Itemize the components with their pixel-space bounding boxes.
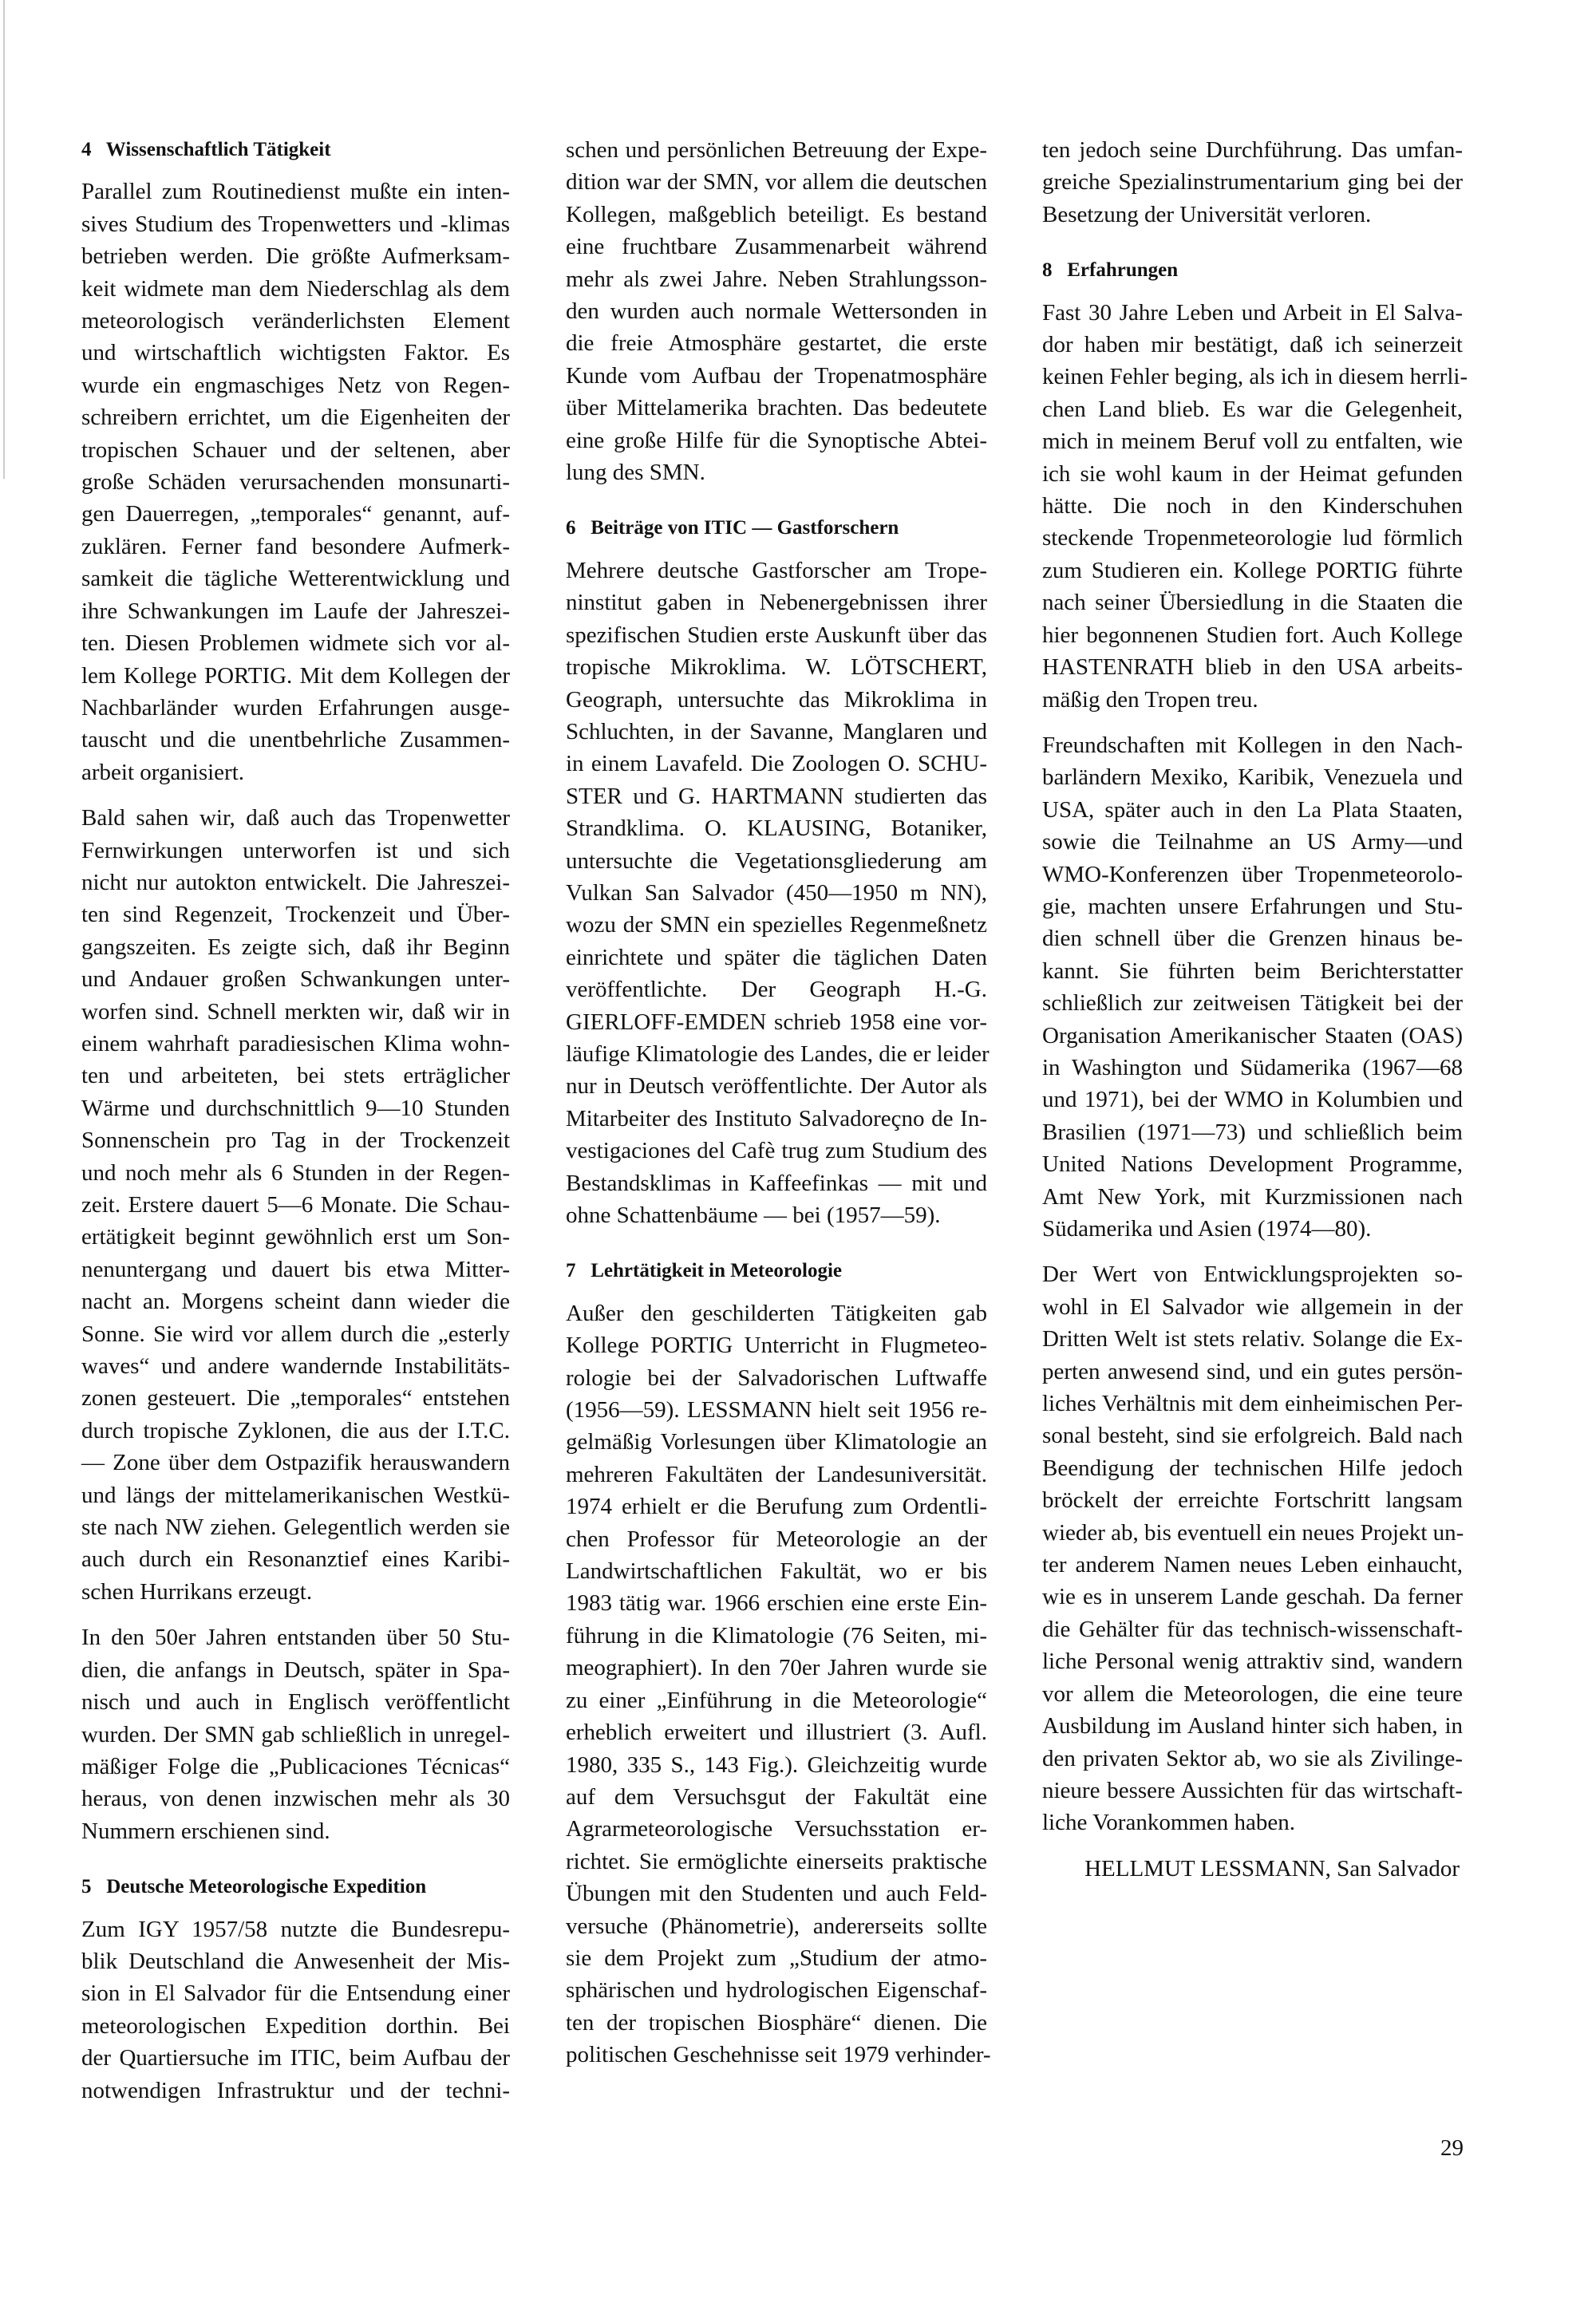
section-heading: 7 Lehrtätigkeit in Meteorologie <box>566 1260 842 1282</box>
text-line: liches Verhältnis mit dem einheimischen Per- <box>1042 1391 1463 1417</box>
text-line: gangszeiten. Es zeigte sich, daß ihr Beginn <box>81 934 510 960</box>
text-line: Agrarmeteorologische Versuchsstation er- <box>566 1816 987 1842</box>
text-line: Besetzung der Universität verloren. <box>1042 201 1372 227</box>
text-line: chen Land blieb. Es war die Gelegenheit, <box>1042 396 1463 422</box>
section-heading: 4 Wissenschaftlich Tätigkeit <box>81 139 331 160</box>
text-line: dor haben mir bestätigt, daß ich seinerzeit <box>1042 332 1463 358</box>
text-line: nacht an. Morgens scheint dann wieder die <box>81 1289 510 1315</box>
text-line: (1956—59). LESSMANN hielt seit 1956 re- <box>566 1397 987 1424</box>
text-line: nur in Deutsch veröffentlichte. Der Autor als <box>566 1073 987 1100</box>
text-line: führung in die Klimatologie (76 Seiten, mi- <box>566 1622 987 1649</box>
text-line: nisch und auch in Englisch veröffentlicht <box>81 1689 510 1716</box>
text-line: GIERLOFF-EMDEN schrieb 1958 eine vor- <box>566 1009 987 1035</box>
paragraph <box>81 176 510 788</box>
text-line: Vulkan San Salvador (450—1950 m NN), <box>566 879 987 906</box>
text-line: Der Wert von Entwicklungsprojekten so- <box>1042 1262 1463 1288</box>
text-line: arbeit organisiert. <box>81 759 245 785</box>
text-line: steckende Tropenmeteorologie lud förmlich <box>1042 525 1463 551</box>
text-line: barländern Mexiko, Karibik, Venezuela und <box>1042 764 1463 791</box>
column-middle <box>566 134 991 2085</box>
text-line: Schluchten, in der Savanne, Manglaren und <box>566 718 987 744</box>
paragraph <box>1042 1258 1463 1838</box>
text-line: — Zone über dem Ostpazifik herauswandern <box>81 1450 510 1476</box>
text-line: Südamerika und Asien (1974—80). <box>1042 1216 1372 1242</box>
paragraph <box>81 1621 510 1847</box>
text-line: zuklären. Ferner fand besondere Aufmerk- <box>81 533 510 559</box>
text-line: WMO-Konferenzen über Tropenmeteorolo- <box>1042 861 1463 887</box>
text-line: Sonnenschein pro Tag in der Trockenzeit <box>81 1127 510 1154</box>
text-line: einrichtete und später die täglichen Daten <box>566 944 987 970</box>
text-line: wohl in El Salvador wie allgemein in der <box>1042 1293 1463 1320</box>
text-line: erheblich erweitert und illustriert (3. Aufl. <box>566 1720 987 1746</box>
text-line: STER und G. HARTMANN studierten das <box>566 783 987 809</box>
text-line: Bestandsklimas in Kaffeefinkas — mit und <box>566 1170 987 1196</box>
text-line: Fernwirkungen unterworfen ist und sich <box>81 837 510 863</box>
text-line: nenuntergang und dauert bis etwa Mitter- <box>81 1256 510 1282</box>
text-line: sonal besteht, sind sie erfolgreich. Bald nach <box>1042 1423 1463 1449</box>
text-line: tropischen Schauer und der seltenen, aber <box>81 436 510 463</box>
text-line: auch durch ein Resonanztief eines Karibi- <box>81 1546 510 1573</box>
column-right <box>1042 134 1468 1885</box>
text-line: betrieben werden. Die größte Aufmerksam- <box>81 243 510 270</box>
text-line: veröffentlichte. Der Geograph H.-G. <box>566 977 987 1003</box>
text-line: in einem Lavafeld. Die Zoologen O. SCHU- <box>566 751 987 777</box>
text-line: und 1971), bei der WMO in Kolumbien und <box>1042 1087 1463 1113</box>
column-left <box>81 134 510 2120</box>
text-line: richtet. Sie ermöglichte einerseits praktische <box>566 1848 987 1874</box>
paragraph <box>566 555 990 1232</box>
text-line: kannt. Sie führten beim Berichterstatter <box>1042 958 1463 984</box>
scan-edge-line <box>3 0 5 479</box>
text-line: perten anwesend sind, und ein gutes persön- <box>1042 1358 1463 1384</box>
text-line: 1974 erhielt er die Berufung zum Ordentli- <box>566 1494 987 1520</box>
paragraph <box>1042 297 1468 716</box>
text-line: nach seiner Übersiedlung in die Staaten die <box>1042 590 1463 616</box>
text-line: dien schnell über die Grenzen hinaus be- <box>1042 926 1463 952</box>
text-line: nieure bessere Aussichten für das wirtschaft- <box>1042 1777 1463 1803</box>
text-line: Außer den geschilderten Tätigkeiten gab <box>566 1300 987 1326</box>
text-line: Dritten Welt ist stets relativ. Solange die Ex- <box>1042 1326 1463 1352</box>
text-line: mehr als zwei Jahre. Neben Strahlungsson- <box>566 266 987 292</box>
text-line: gie, machten unsere Erfahrungen und Stu- <box>1042 893 1463 919</box>
text-line: Bald sahen wir, daß auch das Tropenwetter <box>81 805 510 831</box>
text-line: ihre Schwankungen im Laufe der Jahreszei- <box>81 598 510 624</box>
text-line: liche Vorankommen haben. <box>1042 1810 1296 1836</box>
text-line: wurde ein engmaschiges Netz von Regen- <box>81 372 510 398</box>
text-line: blik Deutschland die Anwesenheit der Mis- <box>81 1948 510 1974</box>
text-line: meographiert). In den 70er Jahren wurde sie <box>566 1655 987 1681</box>
text-line: meteorologischen Expedition dorthin. Bei <box>81 2012 510 2039</box>
text-line: lung des SMN. <box>566 460 705 486</box>
text-line: wieder ab, bis eventuell ein neues Projekt un- <box>1042 1519 1464 1546</box>
text-line: schreibern errichtet, um die Eigenheiten der <box>81 405 510 431</box>
text-line: sowie die Teilnahme an US Army—und <box>1042 829 1463 855</box>
text-line: Wärme und durchschnittlich 9—10 Stunden <box>81 1095 510 1121</box>
text-line: sion in El Salvador für die Entsendung einer <box>81 1980 510 2007</box>
text-line: Ausbildung im Ausland hinter sich haben, in <box>1042 1713 1463 1739</box>
text-line: Brasilien (1971—73) und schließlich beim <box>1042 1119 1463 1145</box>
text-line: worfen sind. Schnell merkten wir, daß wir in <box>81 998 510 1025</box>
text-line: dition war der SMN, vor allem die deutschen <box>566 169 987 195</box>
text-line: Parallel zum Routinedienst mußte ein inten- <box>81 179 510 205</box>
text-line: politischen Geschehnisse seit 1979 verhinder- <box>566 2042 991 2068</box>
text-line: chen Professor für Meteorologie an der <box>566 1526 987 1552</box>
text-line: Kollege PORTIG Unterricht in Flugmeteo- <box>566 1333 987 1359</box>
section-heading: 6 Beiträge von ITIC — Gastforschern <box>566 517 899 539</box>
paragraph <box>81 802 510 1608</box>
text-line: Strandklima. O. KLAUSING, Botaniker, <box>566 815 987 842</box>
text-line: tauscht und die unentbehrliche Zusammen- <box>81 727 510 753</box>
text-line: Kunde vom Aufbau der Tropenatmosphäre <box>566 362 987 389</box>
text-line: den wurden auch normale Wettersonden in <box>566 298 987 325</box>
text-line: HASTENRATH blieb in den USA arbeits- <box>1042 654 1463 681</box>
text-line: Geograph, untersuchte das Mikroklima in <box>566 686 987 713</box>
text-line: heraus, von denen inzwischen mehr als 30 <box>81 1786 510 1812</box>
text-line: mich in meinem Beruf voll zu entfalten, wie <box>1042 428 1463 455</box>
text-line: schen und persönlichen Betreuung der Expe- <box>566 137 987 163</box>
text-line: sie dem Projekt zum „Studium der atmo- <box>566 1945 987 1971</box>
text-line: waves“ und andere wandernde Instabilitäts- <box>81 1353 510 1380</box>
text-line: schen Hurrikans erzeugt. <box>81 1578 313 1605</box>
author-signature: HELLMUT LESSMANN, San Salvador <box>1084 1855 1460 1882</box>
text-line: vor allem die Meteorologen, die eine teure <box>1042 1680 1463 1707</box>
text-line: 1980, 335 S., 143 Fig.). Gleichzeitig wurde <box>566 1751 987 1778</box>
text-line: lem Kollege PORTIG. Mit dem Kollegen der <box>81 662 510 689</box>
text-line: zonen gesteuert. Die „temporales“ entstehen <box>81 1385 510 1412</box>
text-line: ste nach NW ziehen. Gelegentlich werden sie <box>81 1514 510 1541</box>
text-line: rologie bei der Salvadorischen Luftwaffe <box>566 1364 987 1391</box>
text-line: Freundschaften mit Kollegen in den Nach- <box>1042 732 1463 758</box>
section-heading: 5 Deutsche Meteorologische Expedition <box>81 1876 427 1898</box>
text-line: wozu der SMN ein spezielles Regenmeßnetz <box>566 912 987 938</box>
text-line: meteorologisch veränderlichsten Element <box>81 308 510 334</box>
text-line: mehreren Fakultäten der Landesuniversität. <box>566 1461 987 1487</box>
paragraph <box>566 1297 991 2071</box>
text-line: einem wahrhaft paradiesischen Klima wohn- <box>81 1030 510 1056</box>
text-line: samkeit die tägliche Wetterentwicklung und <box>81 566 510 592</box>
paragraph <box>1042 729 1463 1246</box>
text-line: große Schäden verursachenden monsunarti- <box>81 469 510 496</box>
text-line: hätte. Die noch in den Kinderschuhen <box>1042 493 1463 519</box>
text-line: dien, die anfangs in Deutsch, später in Spa- <box>81 1657 510 1683</box>
text-line: zeit. Erstere dauert 5—6 Monate. Die Schau- <box>81 1192 510 1218</box>
text-line: keit widmete man dem Niederschlag als dem <box>81 275 510 302</box>
text-line: keinen Fehler beging, als ich in diesem herrli- <box>1042 364 1468 390</box>
text-line: Mitarbeiter des Instituto Salvadoreçno de In- <box>566 1105 987 1131</box>
text-line: nicht nur autokton entwickelt. Die Jahreszei- <box>81 869 510 895</box>
text-line: In den 50er Jahren entstanden über 50 Stu- <box>81 1625 510 1651</box>
text-line: ten jedoch seine Durchführung. Das umfan- <box>1042 137 1463 163</box>
text-line: zum Studieren ein. Kollege PORTIG führte <box>1042 557 1463 583</box>
text-line: durch tropische Zyklonen, die aus der I.T.C. <box>81 1417 510 1443</box>
text-line: United Nations Development Programme, <box>1042 1151 1463 1178</box>
text-line: Sonne. Sie wird vor allem durch die „esterly <box>81 1321 510 1347</box>
text-line: eine große Hilfe für die Synoptische Abtei- <box>566 427 987 453</box>
text-line: hier begonnenen Studien fort. Auch Kollege <box>1042 622 1463 648</box>
text-line: Organisation Amerikanischer Staaten (OAS) <box>1042 1022 1463 1048</box>
paragraph <box>81 1913 510 2107</box>
text-line: mäßiger Folge die „Publicaciones Técnicas“ <box>81 1753 510 1779</box>
text-line: der Quartiersuche im ITIC, beim Aufbau der <box>81 2045 510 2071</box>
text-line: ertätigkeit beginnt gewöhnlich erst um Son- <box>81 1224 510 1250</box>
text-line: den privaten Sektor ab, wo sie als Zivilinge- <box>1042 1745 1463 1771</box>
text-line: schließlich zur zeitweisen Tätigkeit bei der <box>1042 990 1463 1017</box>
paragraph <box>566 134 987 488</box>
text-line: wurden. Der SMN gab schließlich in unregel- <box>81 1721 510 1747</box>
text-line: ten sind Regenzeit, Trockenzeit und Über- <box>81 902 510 928</box>
text-line: gen Dauerregen, „temporales“ genannt, auf- <box>81 501 510 527</box>
page-number: 29 <box>1440 2135 1464 2161</box>
text-line: sives Studium des Tropenwetters und -klimas <box>81 211 510 237</box>
text-line: zu einer „Einführung in die Meteorologie“ <box>566 1687 987 1713</box>
text-line: Landwirtschaftlichen Fakultät, wo er bis <box>566 1558 987 1585</box>
text-line: eine fruchtbare Zusammenarbeit während <box>566 234 987 260</box>
text-line: ter anderem Namen neues Leben einhaucht, <box>1042 1552 1463 1578</box>
text-line: auf dem Versuchsgut der Fakultät eine <box>566 1783 987 1810</box>
text-line: über Mittelamerika brachten. Das bedeutete <box>566 395 987 421</box>
text-line: Nachbarländer wurden Erfahrungen ausge- <box>81 694 510 721</box>
text-line: Zum IGY 1957/58 nutzte die Bundesrepu- <box>81 1916 510 1942</box>
text-line: vestigaciones del Cafè trug zum Studium des <box>566 1138 987 1164</box>
text-line: ten der tropischen Biosphäre“ dienen. Die <box>566 2009 987 2036</box>
text-line: bröckelt der erreichte Fortschritt langsam <box>1042 1487 1463 1514</box>
text-line: und noch mehr als 6 Stunden in der Regen- <box>81 1159 510 1186</box>
text-line: Nummern erschienen sind. <box>81 1818 330 1844</box>
text-line: 1983 tätig war. 1966 erschien eine erste Ein- <box>566 1590 987 1617</box>
text-line: gelmäßig Vorlesungen über Klimatologie an <box>566 1429 987 1455</box>
text-line: untersuchte die Vegetationsgliederung am <box>566 847 987 874</box>
text-line: Kollegen, maßgeblich beteiligt. Es bestand <box>566 201 987 227</box>
text-line: USA, später auch in den La Plata Staaten, <box>1042 796 1463 823</box>
text-line: Mehrere deutsche Gastforscher am Trope- <box>566 557 987 583</box>
text-line: notwendigen Infrastruktur und der techni- <box>81 2077 510 2103</box>
text-line: ohne Schattenbäume — bei (1957—59). <box>566 1202 941 1228</box>
section-heading: 8 Erfahrungen <box>1042 259 1179 282</box>
text-line: die Gehälter für das technisch-wissenschaft- <box>1042 1616 1463 1642</box>
text-line: ten. Diesen Problemen widmete sich vor al- <box>81 630 510 657</box>
paragraph <box>1042 134 1463 231</box>
text-line: Fast 30 Jahre Leben und Arbeit in El Salva- <box>1042 299 1463 326</box>
text-line: sphärischen und hydrologischen Eigenschaf- <box>566 1977 987 2004</box>
text-line: und längs der mittelamerikanischen Westkü- <box>81 1482 510 1508</box>
text-line: die freie Atmosphäre gestartet, die erste <box>566 330 987 357</box>
text-line: tropische Mikroklima. W. LÖTSCHERT, <box>566 654 987 681</box>
text-line: Beendigung der technischen Hilfe jedoch <box>1042 1455 1463 1481</box>
text-line: ten und arbeiteten, bei stets erträglicher <box>81 1063 510 1089</box>
text-line: mäßig den Tropen treu. <box>1042 686 1258 713</box>
text-line: Übungen mit den Studenten und auch Feld- <box>566 1881 987 1907</box>
text-line: und Andauer großen Schwankungen unter- <box>81 966 510 993</box>
text-line: in Washington und Südamerika (1967—68 <box>1042 1054 1463 1080</box>
text-line: greiche Spezialinstrumentarium ging bei der <box>1042 169 1463 195</box>
text-line: spezifischen Studien erste Auskunft über das <box>566 622 987 648</box>
text-line: ich sie wohl kaum in der Heimat gefunden <box>1042 460 1463 487</box>
text-line: wie es in unserem Lande geschah. Da ferner <box>1042 1584 1463 1610</box>
text-line: Amt New York, mit Kurzmissionen nach <box>1042 1183 1463 1210</box>
text-line: liche Personal wenig attraktiv sind, wandern <box>1042 1649 1463 1675</box>
text-line: läufige Klimatologie des Landes, die er leider <box>566 1041 990 1067</box>
text-line: ninstitut gaben in Nebenergebnissen ihrer <box>566 590 987 616</box>
text-line: versuche (Phänometrie), andererseits sollte <box>566 1913 987 1939</box>
text-line: und wirtschaftlich wichtigsten Faktor. Es <box>81 340 510 366</box>
